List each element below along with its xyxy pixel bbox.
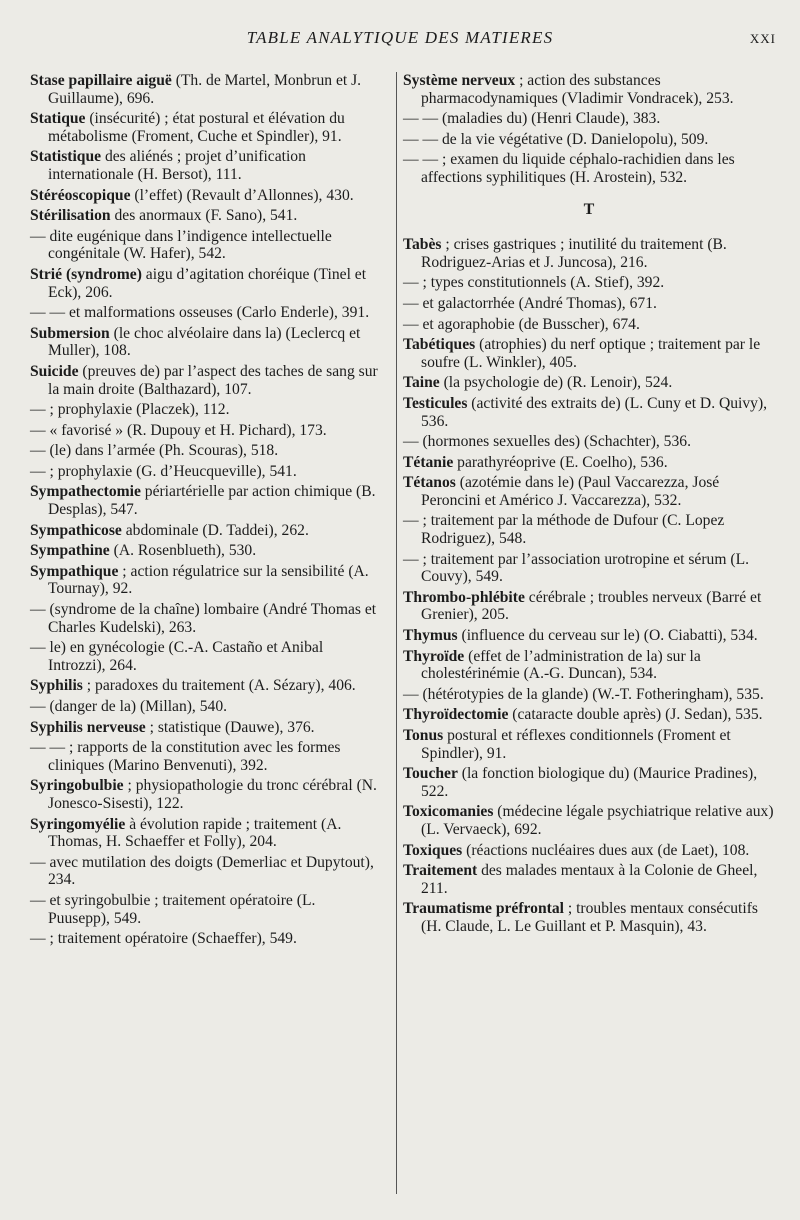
entry-text: (insécurité) ; état postural et élévation du métabolisme (Froment, Cuche et Spindler), 91. (48, 110, 345, 145)
left-column (30, 72, 380, 951)
entry-text: ; troubles mentaux consécutifs (H. Claude, L. Le Guillant et P. Masquin), 43. (421, 900, 758, 935)
section-letter: T (583, 200, 595, 218)
index-entry (403, 627, 775, 645)
index-entry (30, 363, 380, 398)
index-entry (403, 589, 775, 624)
entry-text: postural et réflexes conditionnels (Froment et Spindler), 91. (421, 727, 731, 762)
entry-text: — ; prophylaxie (Placzek), 112. (30, 401, 230, 419)
index-entry (403, 433, 775, 451)
entry-heading: Syringobulbie (30, 777, 124, 795)
index-entry (403, 316, 775, 334)
entry-heading: Tabétiques (403, 336, 476, 354)
entry-text: (influence du cerveau sur le) (O. Ciabatti), 534. (457, 627, 758, 645)
index-entry (30, 601, 380, 636)
index-entry (30, 542, 380, 560)
index-entry (403, 765, 775, 800)
index-entry (403, 900, 775, 935)
index-entry (403, 131, 775, 149)
index-entry (30, 892, 380, 927)
index-entry (30, 816, 380, 851)
entry-heading: Toxiques (403, 841, 463, 859)
index-entry (30, 72, 380, 107)
entry-heading: Statique (30, 110, 86, 128)
index-entry (30, 522, 380, 540)
entry-text: — avec mutilation des doigts (Demerliac et Dupytout), 234. (30, 853, 374, 889)
index-entry (30, 401, 380, 419)
index-entry (30, 719, 380, 737)
index-entry (30, 639, 380, 674)
entry-text: — le) en gynécologie (C.-A. Castaño et Anibal Introzzi), 264. (30, 639, 324, 674)
entry-text: des malades mentaux à la Colonie de Gheel, 211. (421, 862, 758, 897)
entry-heading: Syphilis nerveuse (30, 718, 146, 736)
index-entry (403, 706, 775, 724)
entry-text: (Th. de Martel, Monbrun et J. Guillaume), 696. (48, 72, 362, 107)
entry-text: — « favorisé » (R. Dupouy et H. Pichard), 173. (30, 421, 327, 439)
entry-text: — et galactorrhée (André Thomas), 671. (403, 294, 657, 312)
entry-heading: Toxicomanies (403, 803, 494, 821)
index-entry (403, 295, 775, 313)
entry-text: ; paradoxes du traitement (A. Sézary), 406. (82, 677, 356, 695)
entry-heading: Sympathine (30, 542, 110, 560)
entry-text: (preuves de) par l’aspect des taches de sang sur la main droite (Balthazard), 107. (48, 362, 378, 398)
entry-text: (médecine légale psychiatrique relative aux) (L. Vervaeck), 692. (421, 803, 774, 838)
entry-text: abdominale (D. Taddei), 262. (121, 521, 309, 539)
index-entry (403, 374, 775, 392)
entry-heading: Système nerveux (403, 72, 516, 89)
entry-text: — et syringobulbie ; traitement opératoire (L. Puusepp), 549. (30, 891, 316, 927)
index-entry (30, 207, 380, 225)
index-entry (403, 236, 775, 271)
index-entry (403, 395, 775, 430)
index-entry (30, 698, 380, 716)
index-entry (30, 187, 380, 205)
entry-text: (réactions nucléaires dues aux (de Laet), 108. (462, 841, 750, 859)
index-entry (30, 739, 380, 774)
index-entry (30, 148, 380, 183)
entry-heading: Thyroïdectomie (403, 706, 509, 724)
entry-text: ; physiopathologie du tronc cérébral (N. Jonesco-Sisesti), 122. (48, 777, 377, 812)
entry-heading: Sympathique (30, 562, 119, 580)
entry-heading: Thymus (403, 627, 458, 645)
page-title: TABLE ANALYTIQUE DES MATIERES (246, 28, 554, 47)
index-entry (403, 151, 775, 186)
entry-heading: Thyroïde (403, 647, 465, 665)
index-entry (30, 442, 380, 460)
entry-heading: Tonus (403, 727, 444, 744)
entry-text: (activité des extraits de) (L. Cuny et D. Quivy), 536. (421, 394, 768, 430)
entry-text: (le choc alvéolaire dans la) (Leclercq et Muller), 108. (48, 324, 361, 360)
entry-heading: Tétanos (403, 474, 456, 492)
entry-text: — et agoraphobie (de Busscher), 674. (403, 315, 640, 333)
entry-heading: Stéréoscopique (30, 186, 131, 204)
entry-text: (A. Rosenblueth), 530. (109, 542, 257, 560)
entry-text: ; action régulatrice sur la sensibilité (A. Tournay), 92. (48, 562, 369, 598)
entry-heading: Submersion (30, 324, 110, 342)
entry-heading: Syphilis (30, 677, 83, 695)
entry-text: — ; types constitutionnels (A. Stief), 392. (403, 274, 665, 292)
entry-text: parathyréoprive (E. Coelho), 536. (453, 453, 668, 471)
entry-text: des aliénés ; projet d’unification internationale (H. Bersot), 111. (48, 148, 306, 183)
index-entry (30, 483, 380, 518)
entry-heading: Thrombo-phlébite (403, 588, 525, 606)
index-entry (403, 110, 775, 128)
index-entry (403, 336, 775, 371)
entry-text: ; action des substances pharmacodynamiques (Vladimir Vondracek), 253. (421, 72, 734, 107)
entry-text: — ; prophylaxie (G. d’Heucqueville), 541. (30, 462, 297, 480)
index-entry (403, 842, 775, 860)
entry-heading: Taine (403, 374, 440, 392)
entry-text: — — de la vie végétative (D. Danielopolu), 509. (403, 130, 709, 148)
index-entry (403, 474, 775, 509)
entry-heading: Strié (syndrome) (30, 265, 142, 283)
entry-text: — ; traitement par l’association urotropine et sérum (L. Couvy), 549. (403, 550, 749, 586)
entry-text: cérébrale ; troubles nerveux (Barré et Grenier), 205. (421, 588, 762, 624)
index-entry (30, 854, 380, 889)
index-entry (403, 512, 775, 547)
entry-text: — (le) dans l’armée (Ph. Scouras), 518. (30, 442, 279, 460)
index-entry (403, 686, 775, 704)
index-entry (403, 274, 775, 292)
index-entry (30, 777, 380, 812)
index-entry (30, 563, 380, 598)
entry-heading: Traitement (403, 862, 478, 880)
entry-heading: Sympathectomie (30, 483, 141, 501)
right-column (403, 72, 775, 939)
entry-text: aigu d’agitation choréique (Tinel et Eck), 206. (48, 265, 367, 301)
entry-text: périartérielle par action chimique (B. Desplas), 547. (48, 483, 376, 519)
entry-text: — — (maladies du) (Henri Claude), 383. (403, 110, 661, 128)
entry-text: des anormaux (F. Sano), 541. (110, 207, 298, 225)
index-entry (403, 454, 775, 472)
entry-text: — (hétérotypies de la glande) (W.-T. Fotheringham), 535. (403, 685, 764, 703)
index-entry (403, 648, 775, 683)
index-entry (403, 727, 775, 762)
entry-text: ; crises gastriques ; inutilité du traitement (B. Rodriguez-Arias et J. Juncosa), 216. (421, 236, 727, 271)
index-entry (30, 677, 380, 695)
entry-text: ; statistique (Dauwe), 376. (145, 718, 315, 736)
entry-heading: Traumatisme préfrontal (403, 900, 564, 918)
entry-text: (atrophies) du nerf optique ; traitement par le soufre (L. Winkler), 405. (421, 336, 761, 371)
entry-heading: Tétanie (403, 453, 454, 471)
index-entry (403, 72, 775, 107)
entry-text: — — et malformations osseuses (Carlo Enderle), 391. (30, 304, 370, 322)
page-number: XXI (749, 31, 776, 46)
entry-heading: Sympathicose (30, 521, 122, 539)
entry-text: — dite eugénique dans l’indigence intellectuelle congénitale (W. Hafer), 542. (30, 227, 332, 263)
entry-heading: Toucher (403, 765, 458, 783)
right-column-top (403, 72, 775, 187)
entry-text: (effet de l’administration de la) sur la cholestérinémie (A.-G. Duncan), 534. (421, 647, 701, 683)
index-entry (30, 463, 380, 481)
entry-heading: Tabès (403, 236, 442, 254)
entry-text: — ; traitement opératoire (Schaeffer), 549. (30, 930, 297, 948)
entry-text: (la fonction biologique du) (Maurice Pradines), 522. (421, 765, 758, 800)
entry-text: (azotémie dans le) (Paul Vaccarezza, José Peroncini et Américo J. Vaccarezza), 532. (421, 474, 720, 509)
index-entry (403, 551, 775, 586)
entry-heading: Syringomyélie (30, 815, 126, 833)
index-entry (30, 228, 380, 263)
entry-text: — (danger de la) (Millan), 540. (30, 698, 228, 715)
entry-text: — — ; examen du liquide céphalo-rachidien dans les affections syphilitiques (H. Arostein), 532. (403, 151, 735, 186)
entry-heading: Statistique (30, 148, 102, 166)
index-entry (30, 266, 380, 301)
index-entry (403, 862, 775, 897)
entry-heading: Suicide (30, 362, 79, 380)
right-column-bottom (403, 236, 775, 935)
index-entry (30, 110, 380, 145)
entry-text: — — ; rapports de la constitution avec les formes cliniques (Marino Benvenuti), 392. (30, 739, 341, 774)
index-entry (30, 422, 380, 440)
index-entry (30, 325, 380, 360)
entry-text: (l’effet) (Revault d’Allonnes), 430. (130, 186, 354, 204)
entry-text: — (syndrome de la chaîne) lombaire (André Thomas et Charles Kudelski), 263. (30, 601, 377, 636)
page-header (0, 28, 800, 52)
entry-heading: Testicules (403, 394, 468, 412)
entry-heading: Stase papillaire aiguë (30, 72, 172, 89)
index-entry (403, 803, 775, 838)
entry-heading: Stérilisation (30, 207, 111, 225)
index-entry (30, 304, 380, 322)
entry-text: (la psychologie de) (R. Lenoir), 524. (439, 374, 673, 392)
column-divider (396, 72, 397, 1194)
entry-text: (cataracte double après) (J. Sedan), 535. (508, 706, 763, 724)
index-entry (30, 930, 380, 948)
entry-text: — (hormones sexuelles des) (Schachter), 536. (403, 433, 691, 451)
entry-text: — ; traitement par la méthode de Dufour (C. Lopez Rodriguez), 548. (403, 512, 725, 548)
entry-text: à évolution rapide ; traitement (A. Thomas, H. Schaeffer et Folly), 204. (48, 815, 342, 851)
